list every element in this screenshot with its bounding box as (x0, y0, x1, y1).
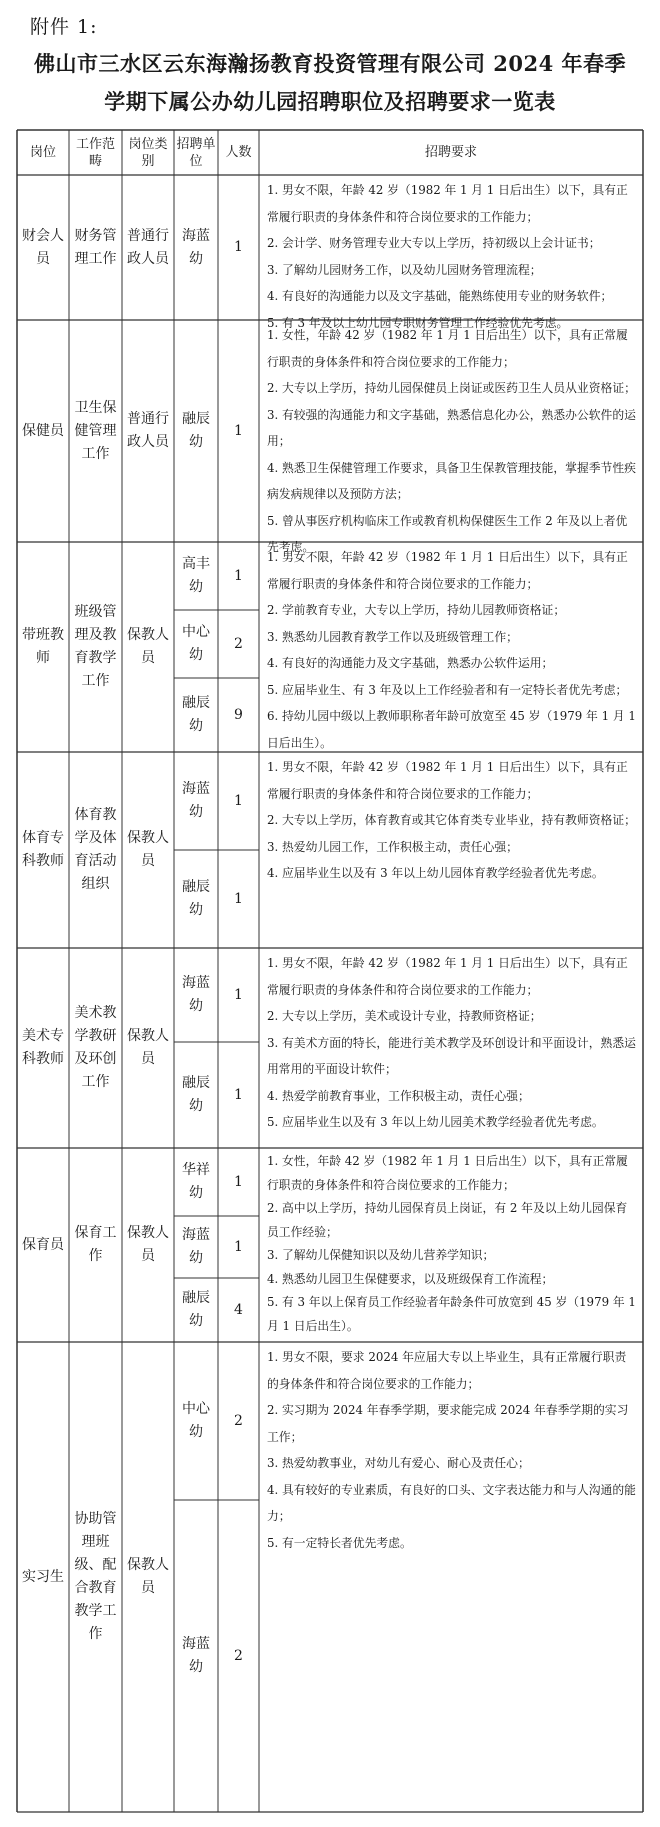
requirement-item: 5. 有 3 年以上保育员工作经验者年龄条件可放宽到 45 岁（1979 年 1 月 1 日后出生）。 (267, 1295, 636, 1333)
requirement-item: 3. 了解幼儿保健知识以及幼儿营养学知识； (267, 1248, 495, 1262)
requirements-cell (259, 320, 643, 554)
requirement-item: 2. 大专以上学历，美术或设计专业，持教师资格证； (267, 1009, 542, 1023)
document-title-line-1: 佛山市三水区云东海瀚扬教育投资管理有限公司 2024 年春季 (33, 51, 627, 76)
position-cell: 实习生 (22, 1568, 64, 1585)
count-cell: 9 (234, 706, 243, 723)
header-requirements: 招聘要求 (424, 145, 477, 160)
requirement-item: 3. 有较强的沟通能力和文字基础，熟悉信息化办公，熟悉办公软件的运用； (267, 407, 636, 448)
requirement-item: 1. 女性，年龄 42 岁（1982 年 1 月 1 日后出生）以下，具有正常履行职责的身体条件和符合岗位要求的工作能力； (267, 1154, 628, 1192)
count-cell: 2 (234, 635, 243, 652)
requirement-item: 2. 实习期为 2024 年春季学期，要求能完成 2024 年春季学期的实习工作； (267, 1403, 629, 1444)
work-scope-cell: 财务管理工作 (74, 227, 117, 267)
work-scope-cell: 班级管理及教育教学工作 (74, 604, 117, 689)
document-title-line-2: 学期下属公办幼儿园招聘职位及招聘要求一览表 (104, 89, 556, 114)
category-cell: 普通行政人员 (127, 227, 169, 267)
header-unit: 招聘单位 (176, 136, 216, 169)
category-cell: 保教人员 (127, 830, 169, 869)
category-cell: 保教人员 (127, 1028, 169, 1067)
count-cell: 4 (234, 1301, 243, 1318)
count-cell: 1 (234, 1238, 243, 1255)
unit-cell: 融辰幼 (182, 411, 210, 450)
requirement-item: 5. 有一定特长者优先考虑。 (267, 1535, 412, 1550)
unit-cell: 海蓝幼 (182, 1636, 210, 1675)
position-cell: 保育员 (22, 1236, 64, 1253)
requirement-item: 4. 有良好的沟通能力及文字基础，熟悉办公软件运用； (267, 656, 554, 670)
unit-cell: 中心幼 (182, 1401, 210, 1440)
requirement-item: 2. 学前教育专业，大专以上学历，持幼儿园教师资格证； (267, 603, 566, 617)
header-count: 人数 (225, 145, 252, 160)
requirements-cell (259, 948, 643, 1148)
count-cell: 1 (234, 1173, 243, 1190)
requirement-item: 2. 高中以上学历，持幼儿园保育员上岗证，有 2 年及以上幼儿园保育员工作经验； (267, 1201, 628, 1239)
position-cell: 体育专科教师 (22, 830, 64, 869)
unit-cell: 高丰幼 (182, 556, 210, 595)
count-cell: 1 (234, 239, 243, 255)
requirement-item: 3. 了解幼儿园财务工作，以及幼儿园财务管理流程； (267, 262, 542, 277)
unit-cell: 融辰幼 (182, 879, 210, 918)
work-scope-cell: 美术教学教研及环创工作 (74, 1005, 117, 1090)
requirement-item: 6. 持幼儿园中级以上教师职称者年龄可放宽至 45 岁（1979 年 1 月 1 日后出生）。 (267, 709, 636, 750)
requirement-item: 1. 男女不限，年龄 42 岁（1982 年 1 月 1 日后出生）以下，具有正常履行职责的身体条件和符合岗位要求的工作能力； (267, 183, 628, 224)
count-cell: 2 (234, 1412, 243, 1429)
work-scope-cell: 体育教学及体育活动组织 (74, 807, 117, 892)
requirement-item: 3. 热爱幼儿园工作，工作积极主动，责任心强； (267, 839, 518, 854)
requirement-item: 1. 男女不限，要求 2024 年应届大专以上毕业生，具有正常履行职责的身体条件和符合岗位要求的工作能力； (267, 1350, 627, 1391)
requirement-item: 4. 具有较好的专业素质，有良好的口头、文字表达能力和与人沟通的能力； (267, 1482, 636, 1523)
requirements-cell (259, 1342, 643, 1812)
category-cell: 普通行政人员 (127, 411, 169, 450)
requirement-item: 1. 男女不限，年龄 42 岁（1982 年 1 月 1 日后出生）以下，具有正常履行职责的身体条件和符合岗位要求的工作能力； (267, 760, 628, 801)
count-cell: 2 (234, 1647, 243, 1664)
requirement-item: 2. 大专以上学历，体育教育或其它体育类专业毕业，持有教师资格证； (267, 813, 636, 827)
requirement-item: 1. 女性，年龄 42 岁（1982 年 1 月 1 日后出生）以下，具有正常履行职责的身体条件和符合岗位要求的工作能力； (267, 328, 628, 369)
count-cell: 1 (234, 792, 243, 809)
requirement-item: 5. 应届毕业生以及有 3 年以上幼儿园美术教学经验者优先考虑。 (267, 1115, 604, 1129)
requirement-item: 3. 有美术方面的特长，能进行美术教学及环创设计和平面设计，熟悉运用常用的平面设计软件； (267, 1035, 636, 1076)
requirement-item: 4. 熟悉幼儿园卫生保健要求，以及班级保育工作流程； (267, 1271, 554, 1286)
requirement-item: 1. 男女不限，年龄 42 岁（1982 年 1 月 1 日后出生）以下，具有正常履行职责的身体条件和符合岗位要求的工作能力； (267, 550, 628, 591)
unit-cell: 海蓝幼 (182, 227, 210, 267)
work-scope-cell: 保育工作 (74, 1225, 117, 1264)
requirement-item: 4. 应届毕业生以及有 3 年以上幼儿园体育教学经验者优先考虑。 (267, 866, 604, 880)
unit-cell: 海蓝幼 (182, 781, 210, 820)
category-cell: 保教人员 (127, 1557, 169, 1596)
unit-cell: 华祥幼 (182, 1162, 210, 1201)
requirement-item: 1. 男女不限，年龄 42 岁（1982 年 1 月 1 日后出生）以下，具有正常履行职责的身体条件和符合岗位要求的工作能力； (267, 956, 628, 997)
work-scope-cell: 协助管理班级、配合教育教学工作 (74, 1511, 117, 1642)
requirement-item: 5. 有 3 年及以上幼儿园专职财务管理工作经验优先考虑。 (267, 315, 569, 330)
requirements-cell (259, 1148, 643, 1342)
unit-cell: 海蓝幼 (182, 1227, 210, 1266)
work-scope-cell: 卫生保健管理工作 (74, 399, 117, 462)
requirement-item: 2. 大专以上学历，持幼儿园保健员上岗证或医药卫生人员从业资格证； (267, 381, 636, 395)
position-cell: 保健员 (22, 422, 64, 439)
header-work-scope: 工作范畴 (75, 136, 115, 169)
header-position: 岗位 (29, 145, 56, 160)
category-cell: 保教人员 (127, 1225, 169, 1264)
count-cell: 1 (234, 567, 243, 584)
unit-cell: 中心幼 (182, 624, 210, 663)
count-cell: 1 (234, 1086, 243, 1103)
position-cell: 美术专科教师 (22, 1028, 64, 1067)
requirements-cell (259, 752, 643, 948)
requirement-item: 5. 曾从事医疗机构临床工作或教育机构保健医生工作 2 年及以上者优先考虑。 (267, 513, 628, 554)
requirement-item: 4. 熟悉卫生保健管理工作要求，具备卫生保教管理技能，掌握季节性疾病发病规律以及预防方法； (267, 460, 636, 501)
requirement-item: 5. 应届毕业生、有 3 年及以上工作经验者和有一定特长者优先考虑； (267, 682, 628, 697)
header-category: 岗位类别 (128, 136, 168, 169)
requirement-item: 4. 热爱学前教育事业，工作积极主动，责任心强； (267, 1088, 530, 1103)
position-cell: 带班教师 (22, 627, 64, 666)
attachment-label: 附件 1: (30, 16, 98, 38)
count-cell: 1 (234, 422, 243, 439)
unit-cell: 融辰幼 (182, 1075, 210, 1114)
requirement-item: 3. 热爱幼教事业，对幼儿有爱心、耐心及责任心； (267, 1456, 530, 1470)
count-cell: 1 (234, 890, 243, 907)
requirements-cell (259, 175, 643, 330)
count-cell: 1 (234, 986, 243, 1003)
unit-cell: 海蓝幼 (182, 975, 210, 1014)
position-cell: 财会人员 (22, 227, 64, 267)
unit-cell: 融辰幼 (182, 695, 210, 734)
requirement-item: 3. 熟悉幼儿园教育教学工作以及班级管理工作； (267, 629, 518, 644)
requirement-item: 4. 有良好的沟通能力以及文字基础，能熟练使用专业的财务软件； (267, 289, 613, 303)
category-cell: 保教人员 (127, 627, 169, 666)
unit-cell: 融辰幼 (182, 1290, 210, 1329)
requirements-cell (259, 542, 643, 752)
requirement-item: 2. 会计学、财务管理专业大专以上学历，持初级以上会计证书； (267, 236, 601, 250)
